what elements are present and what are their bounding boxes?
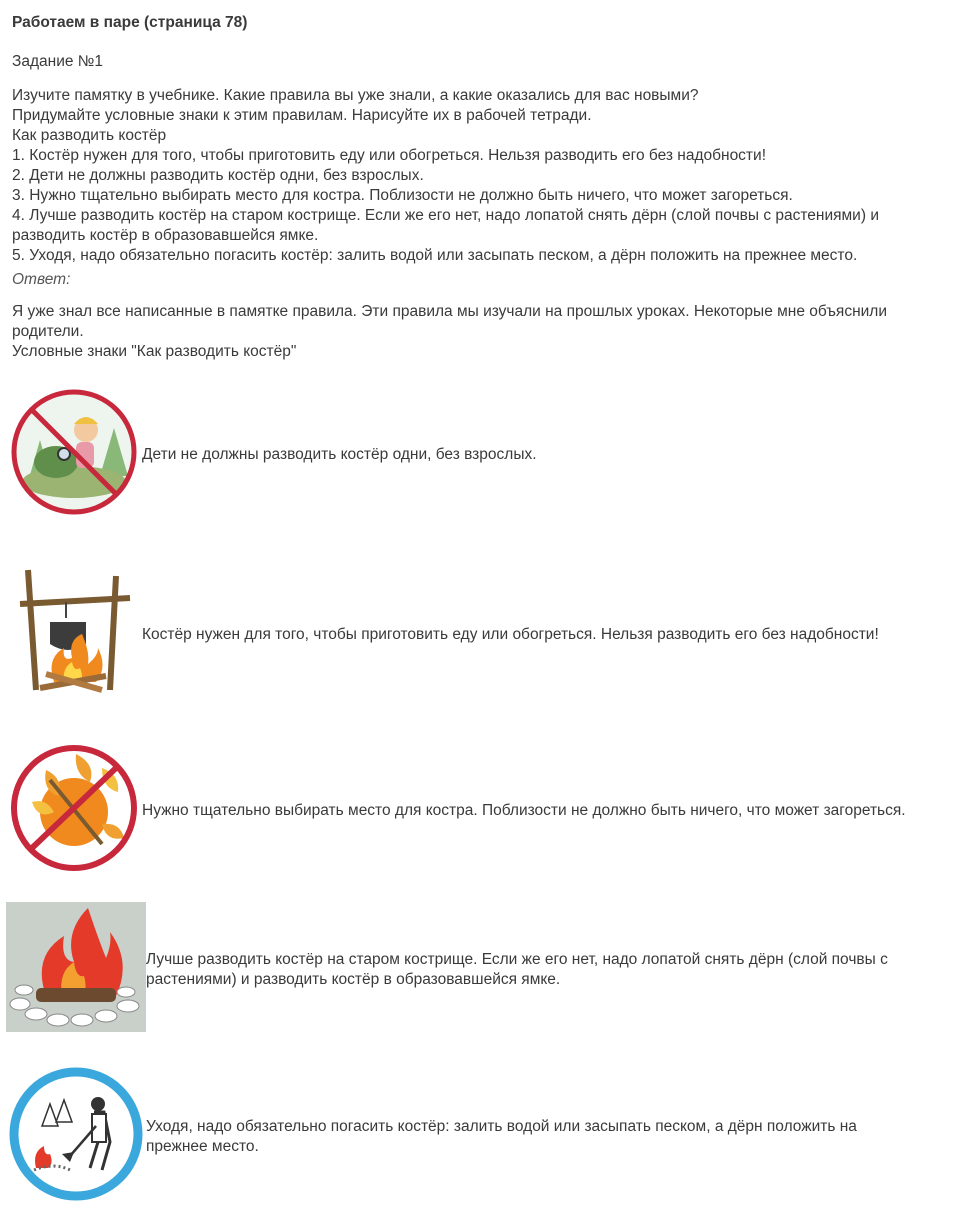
old-fireplace-icon — [6, 902, 146, 1037]
sign-caption: Дети не должны разводить костёр одни, без взрослых. — [142, 445, 537, 463]
rule-item: 1. Костёр нужен для того, чтобы приготовить еду или обогреться. Нельзя разводить его без надобности! — [12, 147, 766, 164]
task-heading: Задание №1 — [12, 53, 104, 70]
no-children-alone-icon — [6, 384, 142, 525]
page-title: Работаем в паре (страница 78) — [12, 14, 248, 31]
sign-row — [6, 1064, 906, 1209]
rule-item: 2. Дети не должны разводить костёр одни, без взрослых. — [12, 167, 424, 184]
sign-caption: Уходя, надо обязательно погасить костёр: залить водой или засыпать песком, а дёрн положить на прежнее место. — [146, 1117, 857, 1155]
sign-row — [6, 564, 879, 705]
intro-line: Изучите памятку в учебнике. Какие правила вы уже знали, а какие оказались для вас новыми? — [12, 87, 699, 104]
rule-item: 3. Нужно тщательно выбирать место для костра. Поблизости не должно быть ничего, что может загореться. — [12, 187, 793, 204]
rule-item: 4. Лучше разводить костёр на старом кострище. Если же его нет, надо лопатой снять дёрн (слой почвы с растениями) и разводить костёр в образовавшейся ямке. — [12, 207, 879, 244]
sign-caption: Нужно тщательно выбирать место для костра. Поблизости не должно быть ничего, что может загореться. — [142, 801, 906, 819]
signs-heading: Условные знаки "Как разводить костёр" — [12, 343, 297, 360]
answer-label: Ответ: — [12, 271, 71, 288]
rule-item: 5. Уходя, надо обязательно погасить костёр: залить водой или засыпать песком, а дёрн положить на прежнее место. — [12, 247, 858, 264]
sign-row — [6, 740, 906, 881]
sign-caption: Костёр нужен для того, чтобы приготовить еду или обогреться. Нельзя разводить его без надобности! — [142, 625, 879, 643]
campfire-cooking-icon — [6, 564, 142, 705]
no-fire-near-leaves-icon — [6, 740, 142, 881]
memo-heading: Как разводить костёр — [12, 127, 167, 144]
sign-row — [6, 384, 537, 525]
sign-caption: Лучше разводить костёр на старом кострище. Если же его нет, надо лопатой снять дёрн (слой почвы с растениями) и разводить костёр в образовавшейся ямке. — [146, 950, 888, 988]
extinguish-fire-icon — [6, 1064, 146, 1209]
intro-line: Придумайте условные знаки к этим правилам. Нарисуйте их в рабочей тетради. — [12, 107, 592, 124]
article — [12, 8, 956, 362]
sign-row — [6, 902, 936, 1037]
answer-text: Я уже знал все написанные в памятке правила. Эти правила мы изучали на прошлых уроках. Некоторые мне объяснили родители. — [12, 303, 888, 340]
